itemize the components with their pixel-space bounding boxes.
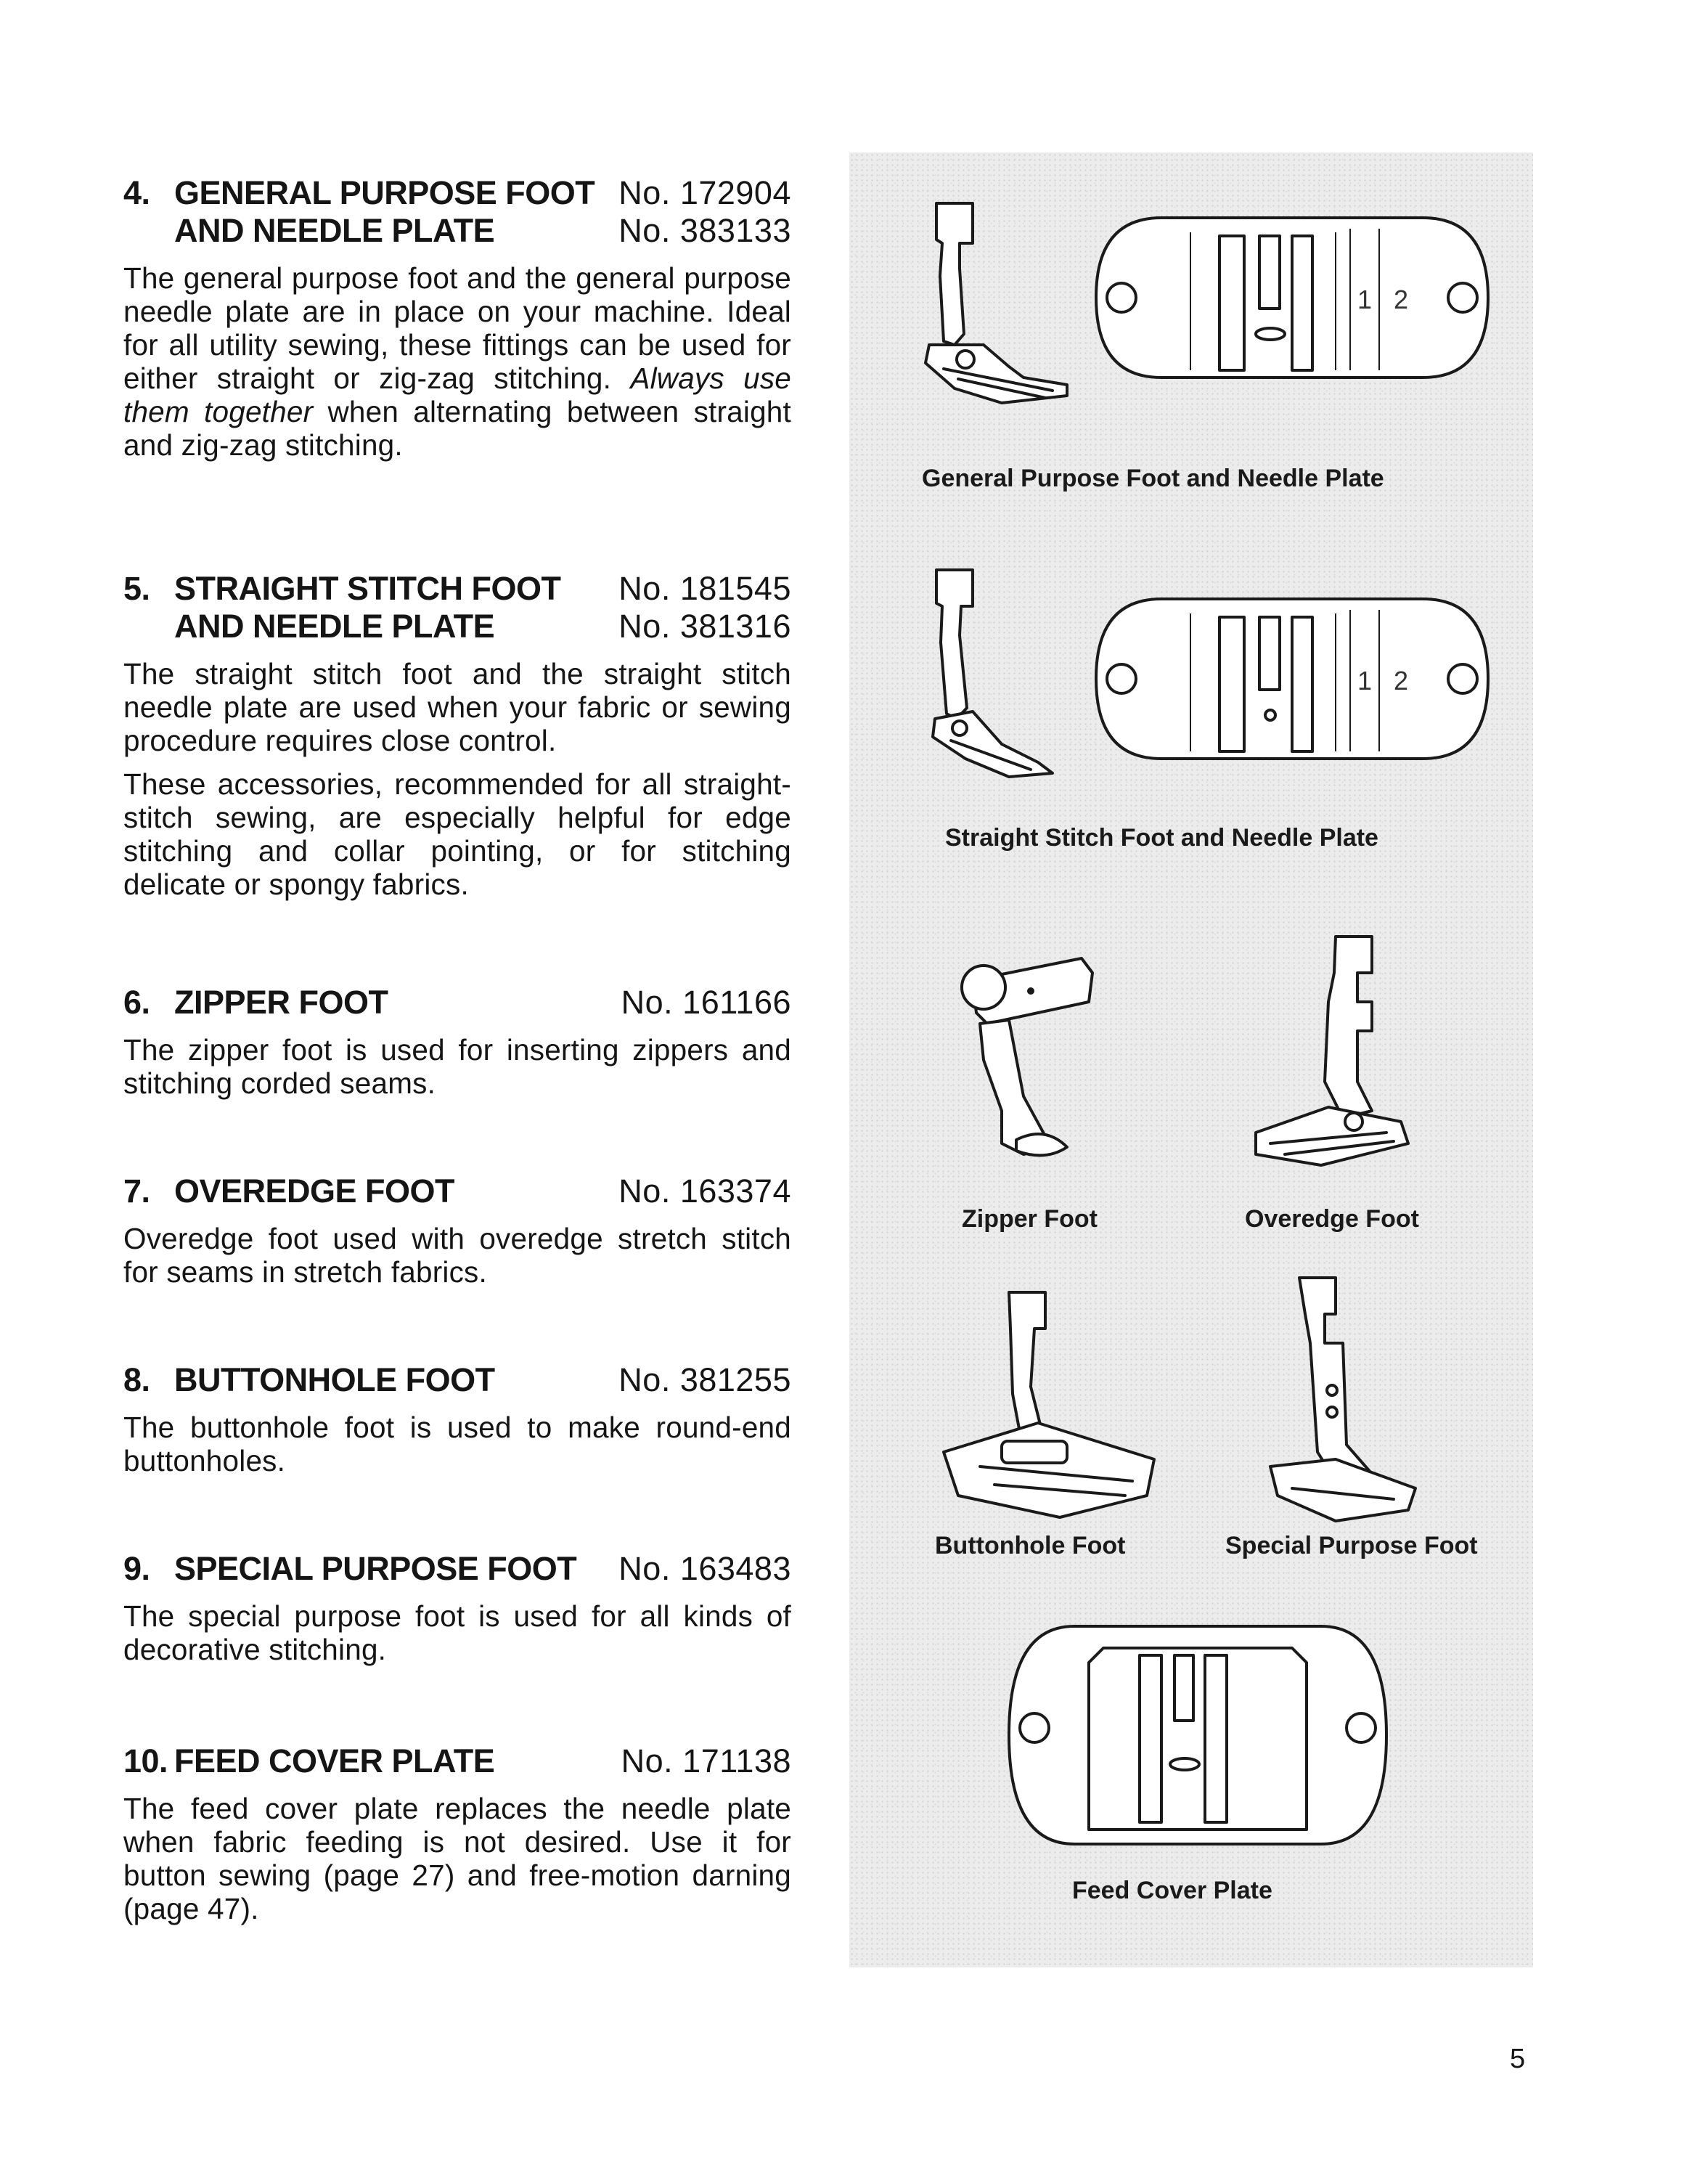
plate-mark-1: 1 (1357, 285, 1373, 314)
section-buttonhole-foot (123, 1361, 791, 1488)
section-body: The special purpose foot is used for all kinds of decorative stitching. (123, 1599, 791, 1666)
section-body: The zipper foot is used for inserting zippers and stitching corded seams. (123, 1033, 791, 1100)
special-purpose-foot-caption: Special Purpose Foot (1225, 1532, 1478, 1559)
illustration-panel (849, 152, 1533, 1967)
special-purpose-foot-figure (1227, 1256, 1445, 1543)
section-title: 8. BUTTONHOLE FOOT (123, 1361, 495, 1398)
section-feed-cover-plate (123, 1742, 791, 1936)
section-body: The general purpose foot and the general purpose needle plate are in place on your machine. Ideal for all utility sewing, these fittings can be used for either straight or zig-zag stitching. Always use them together when alternating between straight and zig-zag stitching. (123, 261, 791, 462)
section-title: 6. ZIPPER FOOT (123, 984, 388, 1021)
zipper-foot-caption: Zipper Foot (962, 1205, 1098, 1233)
section-straight-stitch-foot (123, 570, 791, 911)
general-purpose-caption: General Purpose Foot and Needle Plate (922, 465, 1384, 492)
emphasis: Always use them together (123, 362, 791, 428)
section-title: 5. STRAIGHT STITCH FOOT (123, 570, 561, 607)
part-number: No. 381255 (618, 1361, 791, 1398)
straight-stitch-needle-plate-illustration (1096, 599, 1488, 759)
overedge-foot-caption: Overedge Foot (1245, 1205, 1419, 1233)
general-purpose-foot-illustration (925, 203, 1067, 403)
section-title: 7. OVEREDGE FOOT (123, 1172, 455, 1210)
part-number: No. 181545 (618, 570, 791, 607)
section-overedge-foot (123, 1172, 791, 1299)
feed-cover-plate-figure (994, 1612, 1401, 1869)
part-number: No. 383133 (618, 212, 791, 249)
plate-mark-1: 1 (1357, 666, 1373, 696)
section-general-purpose-foot (123, 174, 791, 472)
section-body: Overedge foot used with overedge stretch stitch for seams in stretch fabrics. (123, 1222, 791, 1289)
part-number: No. 163483 (618, 1550, 791, 1587)
buttonhole-foot-figure (929, 1278, 1176, 1550)
section-title: 4. GENERAL PURPOSE FOOT (123, 174, 595, 211)
straight-stitch-caption: Straight Stitch Foot and Needle Plate (945, 824, 1378, 852)
plate-mark-2: 2 (1394, 666, 1409, 696)
part-number: No. 163374 (618, 1172, 791, 1210)
page-number: 5 (1510, 2044, 1526, 2074)
buttonhole-foot-caption: Buttonhole Foot (935, 1532, 1126, 1559)
straight-stitch-figure (915, 555, 1495, 820)
section-title: 10. FEED COVER PLATE (123, 1742, 495, 1779)
part-number: No. 171138 (621, 1742, 791, 1779)
plate-mark-2: 2 (1394, 285, 1409, 314)
part-number: No. 172904 (618, 174, 791, 211)
section-body: The straight stitch foot and the straight stitch needle plate are used when your fabric or sewing procedure requires close control. These accessories, recommended for all straight-stitch sewing, are especially helpful for edge stitching and collar pointing, or for stitching delicate or spongy fabrics. (123, 657, 791, 901)
feed-cover-plate-caption: Feed Cover Plate (1072, 1877, 1272, 1904)
section-body: The feed cover plate replaces the needle plate when fabric feeding is not desired. Use it for button sewing (page 27) and free-motion darning (page 47). (123, 1792, 791, 1925)
straight-stitch-foot-illustration (933, 570, 1053, 777)
section-zipper-foot (123, 984, 791, 1110)
part-number: No. 381316 (618, 608, 791, 645)
section-subtitle: AND NEEDLE PLATE (174, 608, 495, 645)
section-title: 9. SPECIAL PURPOSE FOOT (123, 1550, 577, 1587)
general-purpose-needle-plate-illustration (1096, 218, 1488, 378)
section-subtitle: AND NEEDLE PLATE (174, 212, 495, 249)
general-purpose-figure (915, 189, 1495, 439)
part-number: No. 161166 (621, 984, 791, 1021)
section-special-purpose-foot (123, 1550, 791, 1676)
section-body: The buttonhole foot is used to make round-end buttonholes. (123, 1411, 791, 1477)
overedge-foot-figure (1227, 915, 1430, 1187)
zipper-foot-figure (944, 929, 1132, 1180)
